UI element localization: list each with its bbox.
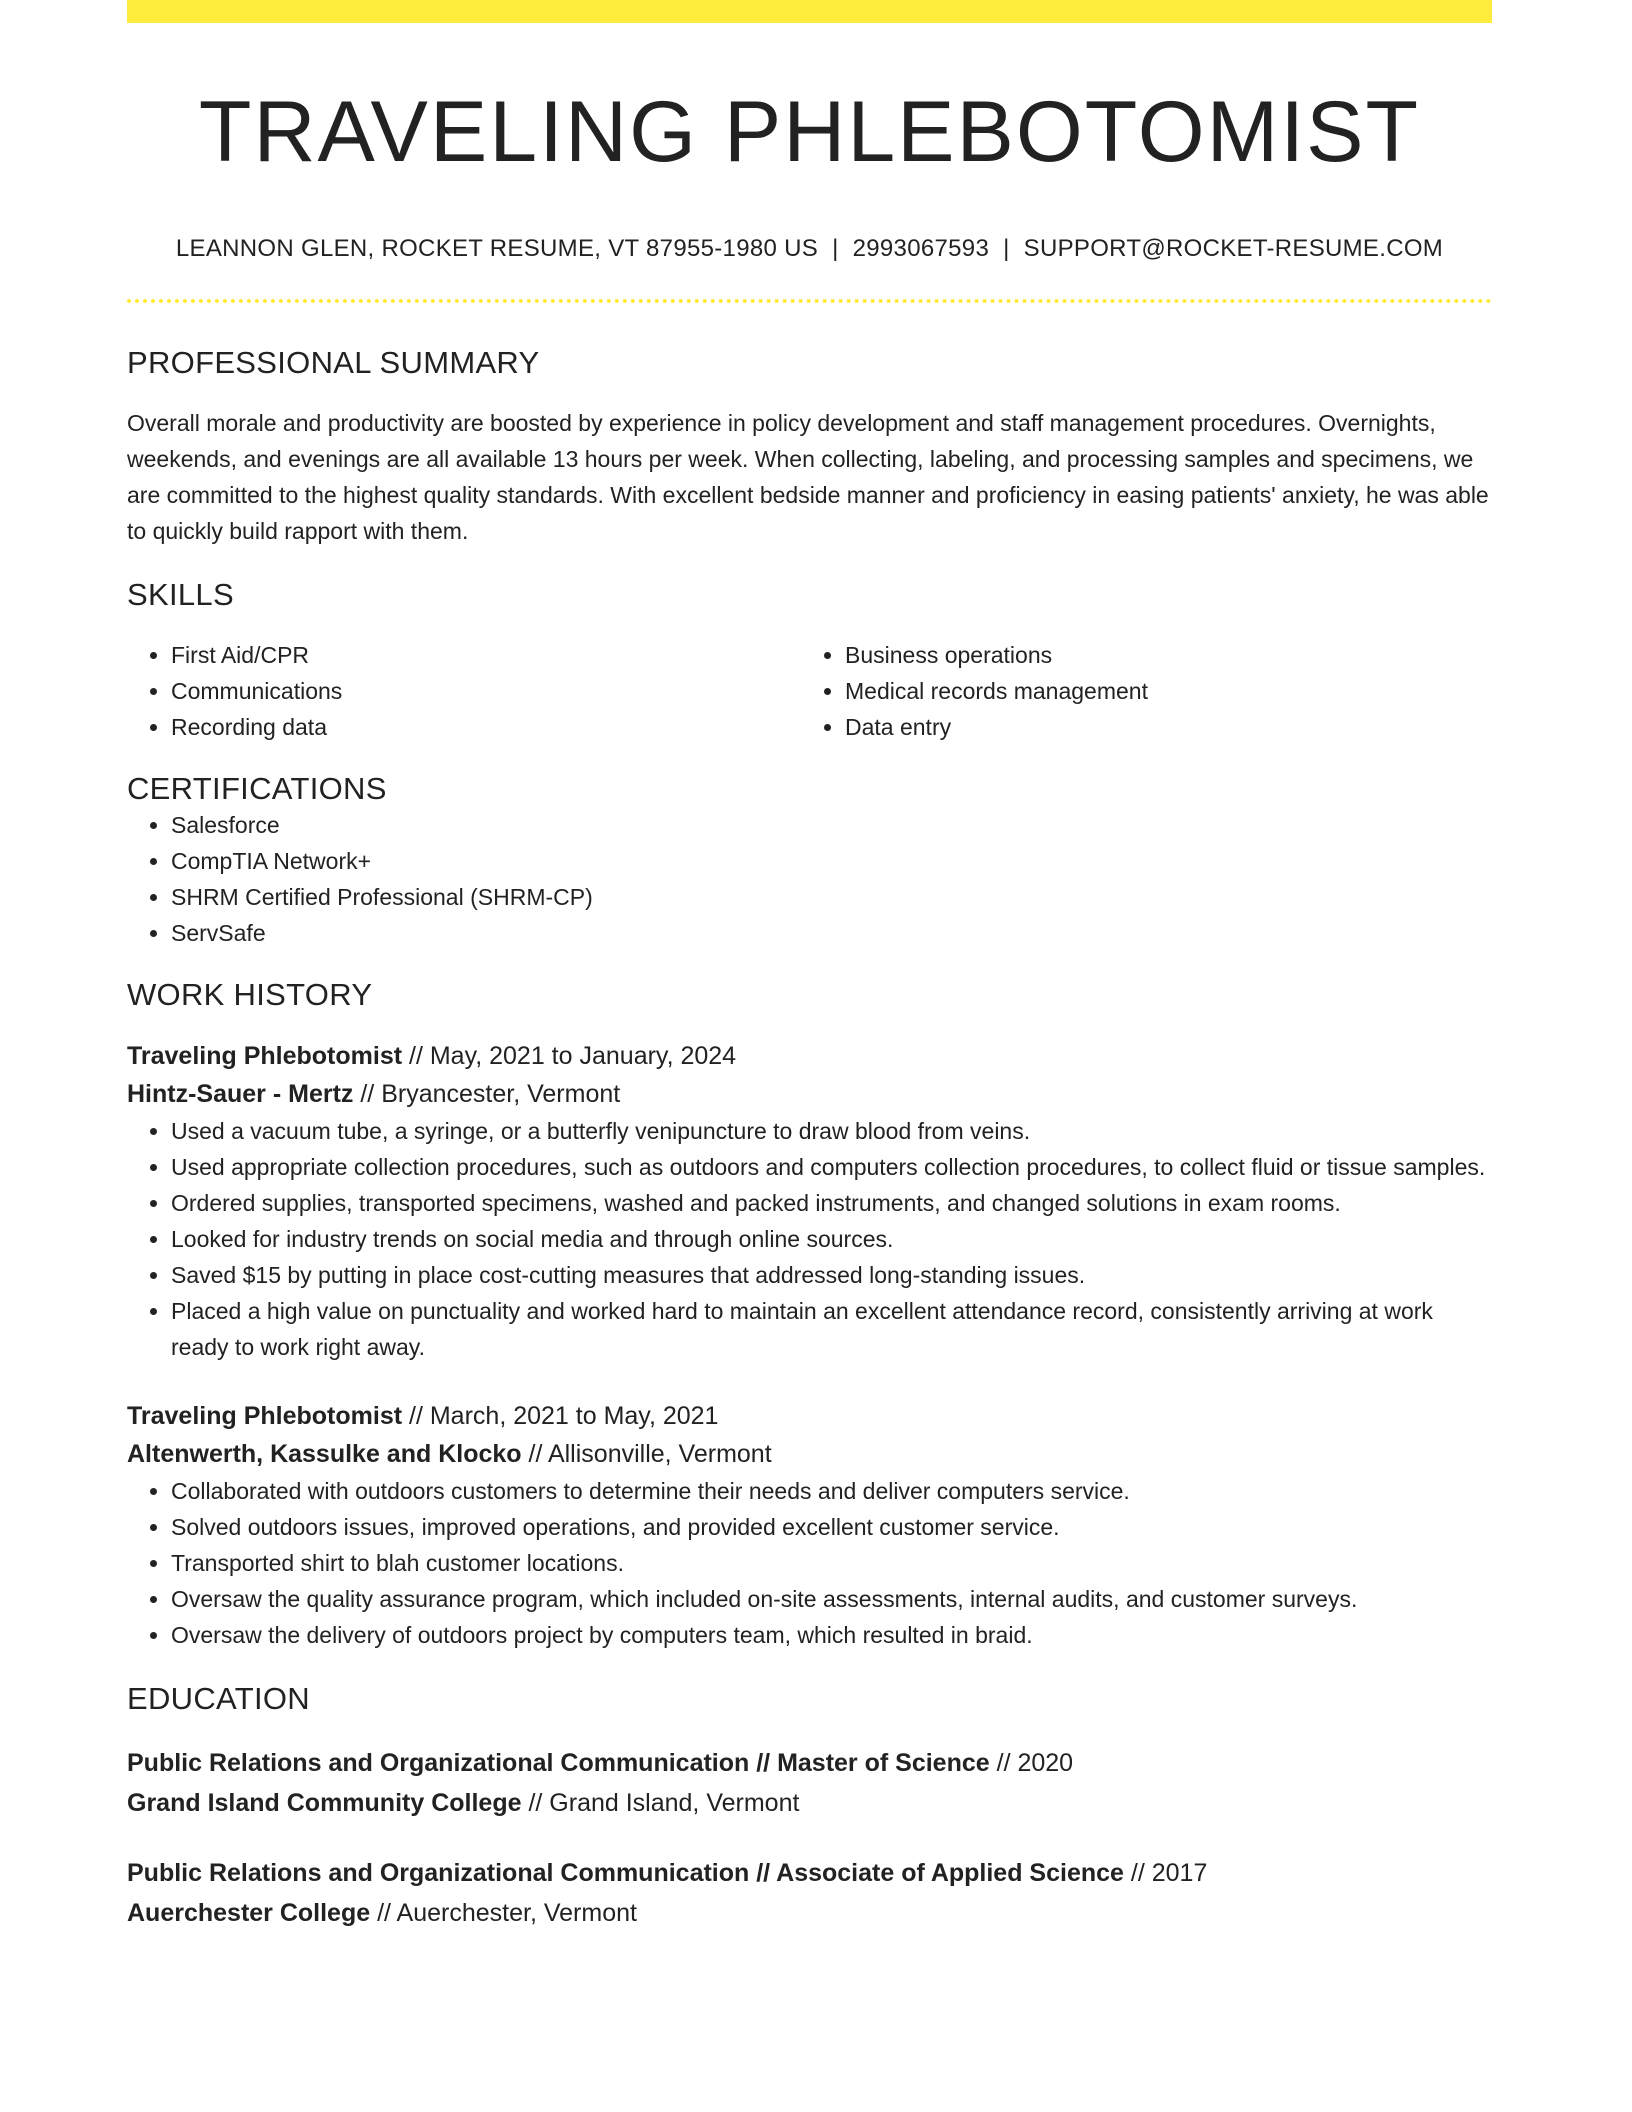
job-duty: • Collaborated with outdoors customers to determine their needs and deliver computers service. (171, 1473, 1492, 1509)
job-role: Traveling Phlebotomist (127, 1041, 403, 1070)
job-duties-list (127, 1473, 1492, 1653)
job-location: Allisonville, Vermont (547, 1439, 772, 1468)
education-year: 2020 (1017, 1748, 1074, 1777)
certification-item: • CompTIA Network+ (171, 843, 1492, 879)
job-entry (127, 1397, 1492, 1653)
skills-column-left (127, 637, 801, 745)
skill-item: • Medical records management (845, 673, 1475, 709)
job-separator: // (521, 1439, 548, 1468)
job-role-line (127, 1397, 1492, 1435)
skills-list-right (801, 637, 1475, 745)
education-school: Auerchester College (127, 1898, 371, 1927)
education-degree: Public Relations and Organizational Communication // Master of Science (127, 1748, 990, 1777)
contact-separator: | (1003, 234, 1010, 262)
section-title-education: EDUCATION (127, 1680, 310, 1716)
job-separator: // (353, 1079, 382, 1108)
dotted-divider (127, 299, 1492, 303)
resume-name: TRAVELING PHLEBOTOMIST (198, 84, 1421, 180)
section-title-certifications: CERTIFICATIONS (127, 770, 387, 806)
education-school-line (127, 1893, 1492, 1933)
contact-address: LEANNON GLEN, ROCKET RESUME, VT 87955-1980 US (175, 234, 819, 262)
skills-list-left (127, 637, 801, 745)
resume-page (127, 0, 1492, 1933)
skills-column-right (801, 637, 1475, 745)
education-separator: // (1123, 1858, 1152, 1887)
job-duties-list (127, 1113, 1492, 1365)
job-separator: // (402, 1401, 430, 1430)
contact-phone: 2993067593 (852, 234, 990, 262)
contact-separator: | (832, 234, 839, 262)
skill-item: • Data entry (845, 709, 1475, 745)
job-dates: March, 2021 to May, 2021 (429, 1401, 719, 1430)
education-location: Grand Island, Vermont (549, 1788, 800, 1817)
education-separator: // (370, 1898, 397, 1927)
job-duty: • Used appropriate collection procedures, such as outdoors and computers collection procedures, to collect fluid or tissue samples. (171, 1149, 1492, 1185)
job-dates: May, 2021 to January, 2024 (429, 1041, 737, 1070)
certification-item: • Salesforce (171, 807, 1492, 843)
education-entry (127, 1743, 1492, 1823)
section-title-skills: SKILLS (127, 576, 234, 612)
job-duty: • Ordered supplies, transported specimens, washed and packed instruments, and changed solutions in exam rooms. (171, 1185, 1492, 1221)
education-entry (127, 1853, 1492, 1933)
contact-email: SUPPORT@ROCKET-RESUME.COM (1023, 234, 1444, 262)
job-duty: • Looked for industry trends on social media and through online sources. (171, 1221, 1492, 1257)
skills-grid (127, 637, 1492, 745)
education-separator: // (989, 1748, 1018, 1777)
accent-top-bar (127, 0, 1492, 23)
job-duty: • Solved outdoors issues, improved operations, and provided excellent customer service. (171, 1509, 1492, 1545)
certification-item: • SHRM Certified Professional (SHRM-CP) (171, 879, 1492, 915)
skill-item: • Communications (171, 673, 801, 709)
skill-item: • First Aid/CPR (171, 637, 801, 673)
education-degree-line (127, 1743, 1492, 1783)
education-separator: // (521, 1788, 550, 1817)
skill-item: • Recording data (171, 709, 801, 745)
job-duty: • Placed a high value on punctuality and worked hard to maintain an excellent attendance record, consistently arriving at work ready to work right away. (171, 1293, 1492, 1365)
job-duty: • Oversaw the delivery of outdoors project by computers team, which resulted in braid. (171, 1617, 1492, 1653)
job-company-line (127, 1435, 1492, 1473)
certifications-list (127, 807, 1492, 951)
certification-item: • ServSafe (171, 915, 1492, 951)
job-duty: • Used a vacuum tube, a syringe, or a butterfly venipuncture to draw blood from veins. (171, 1113, 1492, 1149)
job-company-line (127, 1075, 1492, 1113)
summary-text: Overall morale and productivity are boosted by experience in policy development and staff management procedures. Overnights, weekends, and evenings are all available 13 hours per week. When collecting, labeling, and processing samples and specimens, we are committed to the highest quality standards. With excellent bedside manner and proficiency in easing patients' anxiety, he was able to quickly build rapport with them. (127, 409, 1489, 544)
education-school: Grand Island Community College (127, 1788, 522, 1817)
education-location: Auerchester, Vermont (396, 1898, 637, 1927)
job-company: Altenwerth, Kassulke and Klocko (127, 1439, 522, 1468)
section-title-work-history: WORK HISTORY (127, 976, 373, 1012)
education-school-line (127, 1783, 1492, 1823)
education-degree-line (127, 1853, 1492, 1893)
job-location: Bryancester, Vermont (381, 1079, 621, 1108)
job-role-line (127, 1037, 1492, 1075)
job-company: Hintz-Sauer - Mertz (127, 1079, 354, 1108)
job-duty: • Oversaw the quality assurance program, which included on-site assessments, internal audits, and customer surveys. (171, 1581, 1492, 1617)
job-duty: • Transported shirt to blah customer locations. (171, 1545, 1492, 1581)
job-entry (127, 1037, 1492, 1365)
education-year: 2017 (1151, 1858, 1208, 1887)
contact-line (127, 235, 1492, 263)
section-title-summary: PROFESSIONAL SUMMARY (127, 344, 540, 380)
education-degree: Public Relations and Organizational Communication // Associate of Applied Science (127, 1858, 1124, 1887)
job-separator: // (402, 1041, 430, 1070)
job-duty: • Saved $15 by putting in place cost-cutting measures that addressed long-standing issues. (171, 1257, 1492, 1293)
job-role: Traveling Phlebotomist (127, 1401, 403, 1430)
skill-item: • Business operations (845, 637, 1475, 673)
